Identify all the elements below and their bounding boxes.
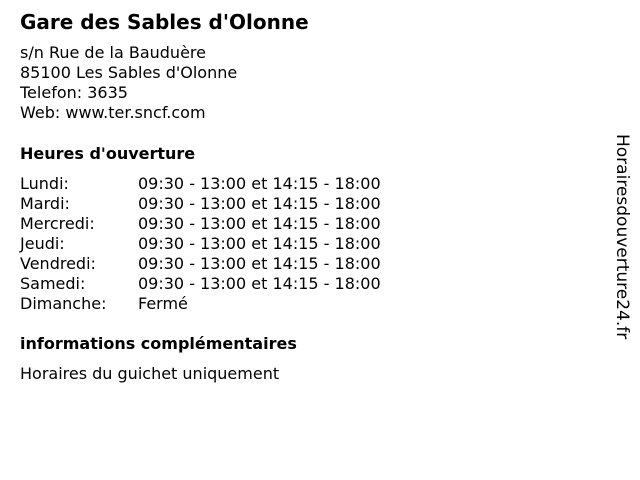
hours-row-thursday [20,234,381,254]
time-range: 09:30 - 13:00 et 14:15 - 18:00 [138,274,381,293]
additional-info-text: Horaires du guichet uniquement [20,364,280,383]
additional-info-heading: informations complémentaires [20,334,297,353]
day-label: Samedi: [20,274,86,293]
day-label: Mercredi: [20,214,95,233]
hours-row-sunday [20,294,381,314]
time-range: 09:30 - 13:00 et 14:15 - 18:00 [138,254,381,273]
time-range: 09:30 - 13:00 et 14:15 - 18:00 [138,174,381,193]
address-street: s/n Rue de la Bauduère [20,43,206,62]
phone-number: Telefon: 3635 [20,83,128,102]
hours-row-monday [20,174,381,194]
website: Web: www.ter.sncf.com [20,103,206,122]
hours-row-tuesday [20,194,381,214]
station-title: Gare des Sables d'Olonne [20,10,309,34]
hours-row-friday [20,254,381,274]
day-label: Vendredi: [20,254,96,273]
opening-hours-heading: Heures d'ouverture [20,144,196,163]
opening-hours-table [20,174,381,314]
watermark: Horairesdouverture24.fr [612,134,632,340]
day-label: Jeudi: [20,234,65,253]
station-address [20,43,237,123]
time-range: 09:30 - 13:00 et 14:15 - 18:00 [138,214,381,233]
day-label: Lundi: [20,174,69,193]
day-label: Mardi: [20,194,70,213]
time-range: 09:30 - 13:00 et 14:15 - 18:00 [138,234,381,253]
address-city: 85100 Les Sables d'Olonne [20,63,238,82]
time-range: Fermé [138,294,188,313]
hours-row-wednesday [20,214,381,234]
hours-row-saturday [20,274,381,294]
day-label: Dimanche: [20,294,107,313]
time-range: 09:30 - 13:00 et 14:15 - 18:00 [138,194,381,213]
